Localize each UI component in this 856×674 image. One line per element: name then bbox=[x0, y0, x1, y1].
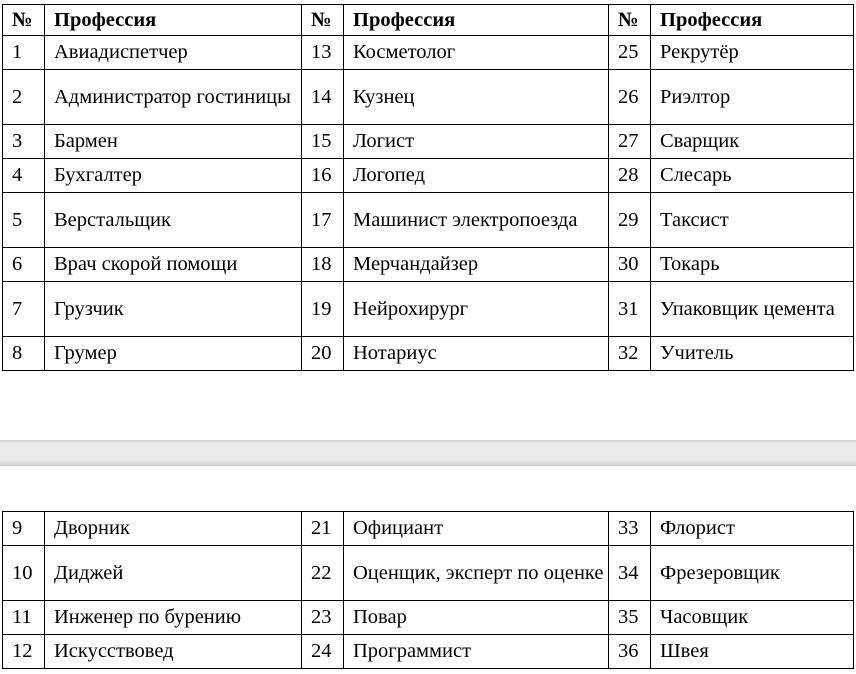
row-number: 33 bbox=[609, 512, 651, 546]
table-row bbox=[3, 125, 854, 159]
profession-name: Диджей bbox=[45, 546, 302, 601]
row-number: 30 bbox=[609, 248, 651, 282]
profession-name: Таксист bbox=[651, 193, 854, 248]
row-number: 23 bbox=[302, 601, 344, 635]
row-number: 36 bbox=[609, 635, 651, 669]
row-number: 27 bbox=[609, 125, 651, 159]
profession-name: Бухгалтер bbox=[45, 159, 302, 193]
profession-name: Сварщик bbox=[651, 125, 854, 159]
row-number: 8 bbox=[3, 337, 45, 371]
table-row bbox=[3, 282, 854, 337]
profession-name: Фрезеровщик bbox=[651, 546, 854, 601]
profession-name: Машинист электропоезда bbox=[344, 193, 609, 248]
row-number: 4 bbox=[3, 159, 45, 193]
column-header-profession: Профессия bbox=[344, 5, 609, 36]
row-number: 17 bbox=[302, 193, 344, 248]
row-number: 5 bbox=[3, 193, 45, 248]
profession-name: Упаковщик цемента bbox=[651, 282, 854, 337]
column-header-num: № bbox=[3, 5, 45, 36]
profession-name: Бармен bbox=[45, 125, 302, 159]
page-bottom bbox=[0, 466, 856, 674]
table-body-bottom bbox=[3, 512, 854, 669]
profession-name: Грумер bbox=[45, 337, 302, 371]
table-row bbox=[3, 337, 854, 371]
profession-name: Инженер по бурению bbox=[45, 601, 302, 635]
row-number: 12 bbox=[3, 635, 45, 669]
column-header-num: № bbox=[609, 5, 651, 36]
row-number: 19 bbox=[302, 282, 344, 337]
profession-name: Часовщик bbox=[651, 601, 854, 635]
row-number: 21 bbox=[302, 512, 344, 546]
profession-name: Косметолог bbox=[344, 36, 609, 70]
row-number: 11 bbox=[3, 601, 45, 635]
table-header-row bbox=[3, 5, 854, 36]
row-number: 24 bbox=[302, 635, 344, 669]
profession-name: Флорист bbox=[651, 512, 854, 546]
table-row bbox=[3, 36, 854, 70]
professions-table-top bbox=[2, 4, 854, 371]
profession-name: Нейрохирург bbox=[344, 282, 609, 337]
profession-name: Швея bbox=[651, 635, 854, 669]
profession-name: Риэлтор bbox=[651, 70, 854, 125]
row-number: 14 bbox=[302, 70, 344, 125]
row-number: 16 bbox=[302, 159, 344, 193]
row-number: 2 bbox=[3, 70, 45, 125]
professions-table-bottom bbox=[2, 511, 854, 669]
row-number: 35 bbox=[609, 601, 651, 635]
profession-name: Логист bbox=[344, 125, 609, 159]
table-row bbox=[3, 193, 854, 248]
profession-name: Авиадиспетчер bbox=[45, 36, 302, 70]
table-row bbox=[3, 70, 854, 125]
profession-name: Врач скорой помощи bbox=[45, 248, 302, 282]
profession-name: Программист bbox=[344, 635, 609, 669]
row-number: 29 bbox=[609, 193, 651, 248]
row-number: 6 bbox=[3, 248, 45, 282]
table-row bbox=[3, 248, 854, 282]
profession-name: Дворник bbox=[45, 512, 302, 546]
row-number: 18 bbox=[302, 248, 344, 282]
profession-name: Мерчандайзер bbox=[344, 248, 609, 282]
profession-name: Кузнец bbox=[344, 70, 609, 125]
profession-name: Учитель bbox=[651, 337, 854, 371]
profession-name: Оценщик, эксперт по оценке bbox=[344, 546, 609, 601]
profession-name: Логопед bbox=[344, 159, 609, 193]
profession-name: Токарь bbox=[651, 248, 854, 282]
table-row bbox=[3, 635, 854, 669]
column-header-profession: Профессия bbox=[45, 5, 302, 36]
column-header-num: № bbox=[302, 5, 344, 36]
row-number: 13 bbox=[302, 36, 344, 70]
profession-name: Администратор гостиницы bbox=[45, 70, 302, 125]
profession-name: Искусствовед bbox=[45, 635, 302, 669]
row-number: 22 bbox=[302, 546, 344, 601]
table-row bbox=[3, 546, 854, 601]
row-number: 10 bbox=[3, 546, 45, 601]
table-row bbox=[3, 159, 854, 193]
profession-name: Грузчик bbox=[45, 282, 302, 337]
row-number: 26 bbox=[609, 70, 651, 125]
row-number: 1 bbox=[3, 36, 45, 70]
row-number: 9 bbox=[3, 512, 45, 546]
row-number: 28 bbox=[609, 159, 651, 193]
profession-name: Нотариус bbox=[344, 337, 609, 371]
row-number: 32 bbox=[609, 337, 651, 371]
row-number: 25 bbox=[609, 36, 651, 70]
row-number: 31 bbox=[609, 282, 651, 337]
row-number: 15 bbox=[302, 125, 344, 159]
profession-name: Верстальщик bbox=[45, 193, 302, 248]
table-row bbox=[3, 512, 854, 546]
table-body-top bbox=[3, 36, 854, 371]
profession-name: Официант bbox=[344, 512, 609, 546]
column-header-profession: Профессия bbox=[651, 5, 854, 36]
table-row bbox=[3, 601, 854, 635]
profession-name: Повар bbox=[344, 601, 609, 635]
profession-name: Рекрутёр bbox=[651, 36, 854, 70]
profession-name: Слесарь bbox=[651, 159, 854, 193]
row-number: 20 bbox=[302, 337, 344, 371]
row-number: 34 bbox=[609, 546, 651, 601]
page-break bbox=[0, 440, 856, 466]
row-number: 3 bbox=[3, 125, 45, 159]
row-number: 7 bbox=[3, 282, 45, 337]
